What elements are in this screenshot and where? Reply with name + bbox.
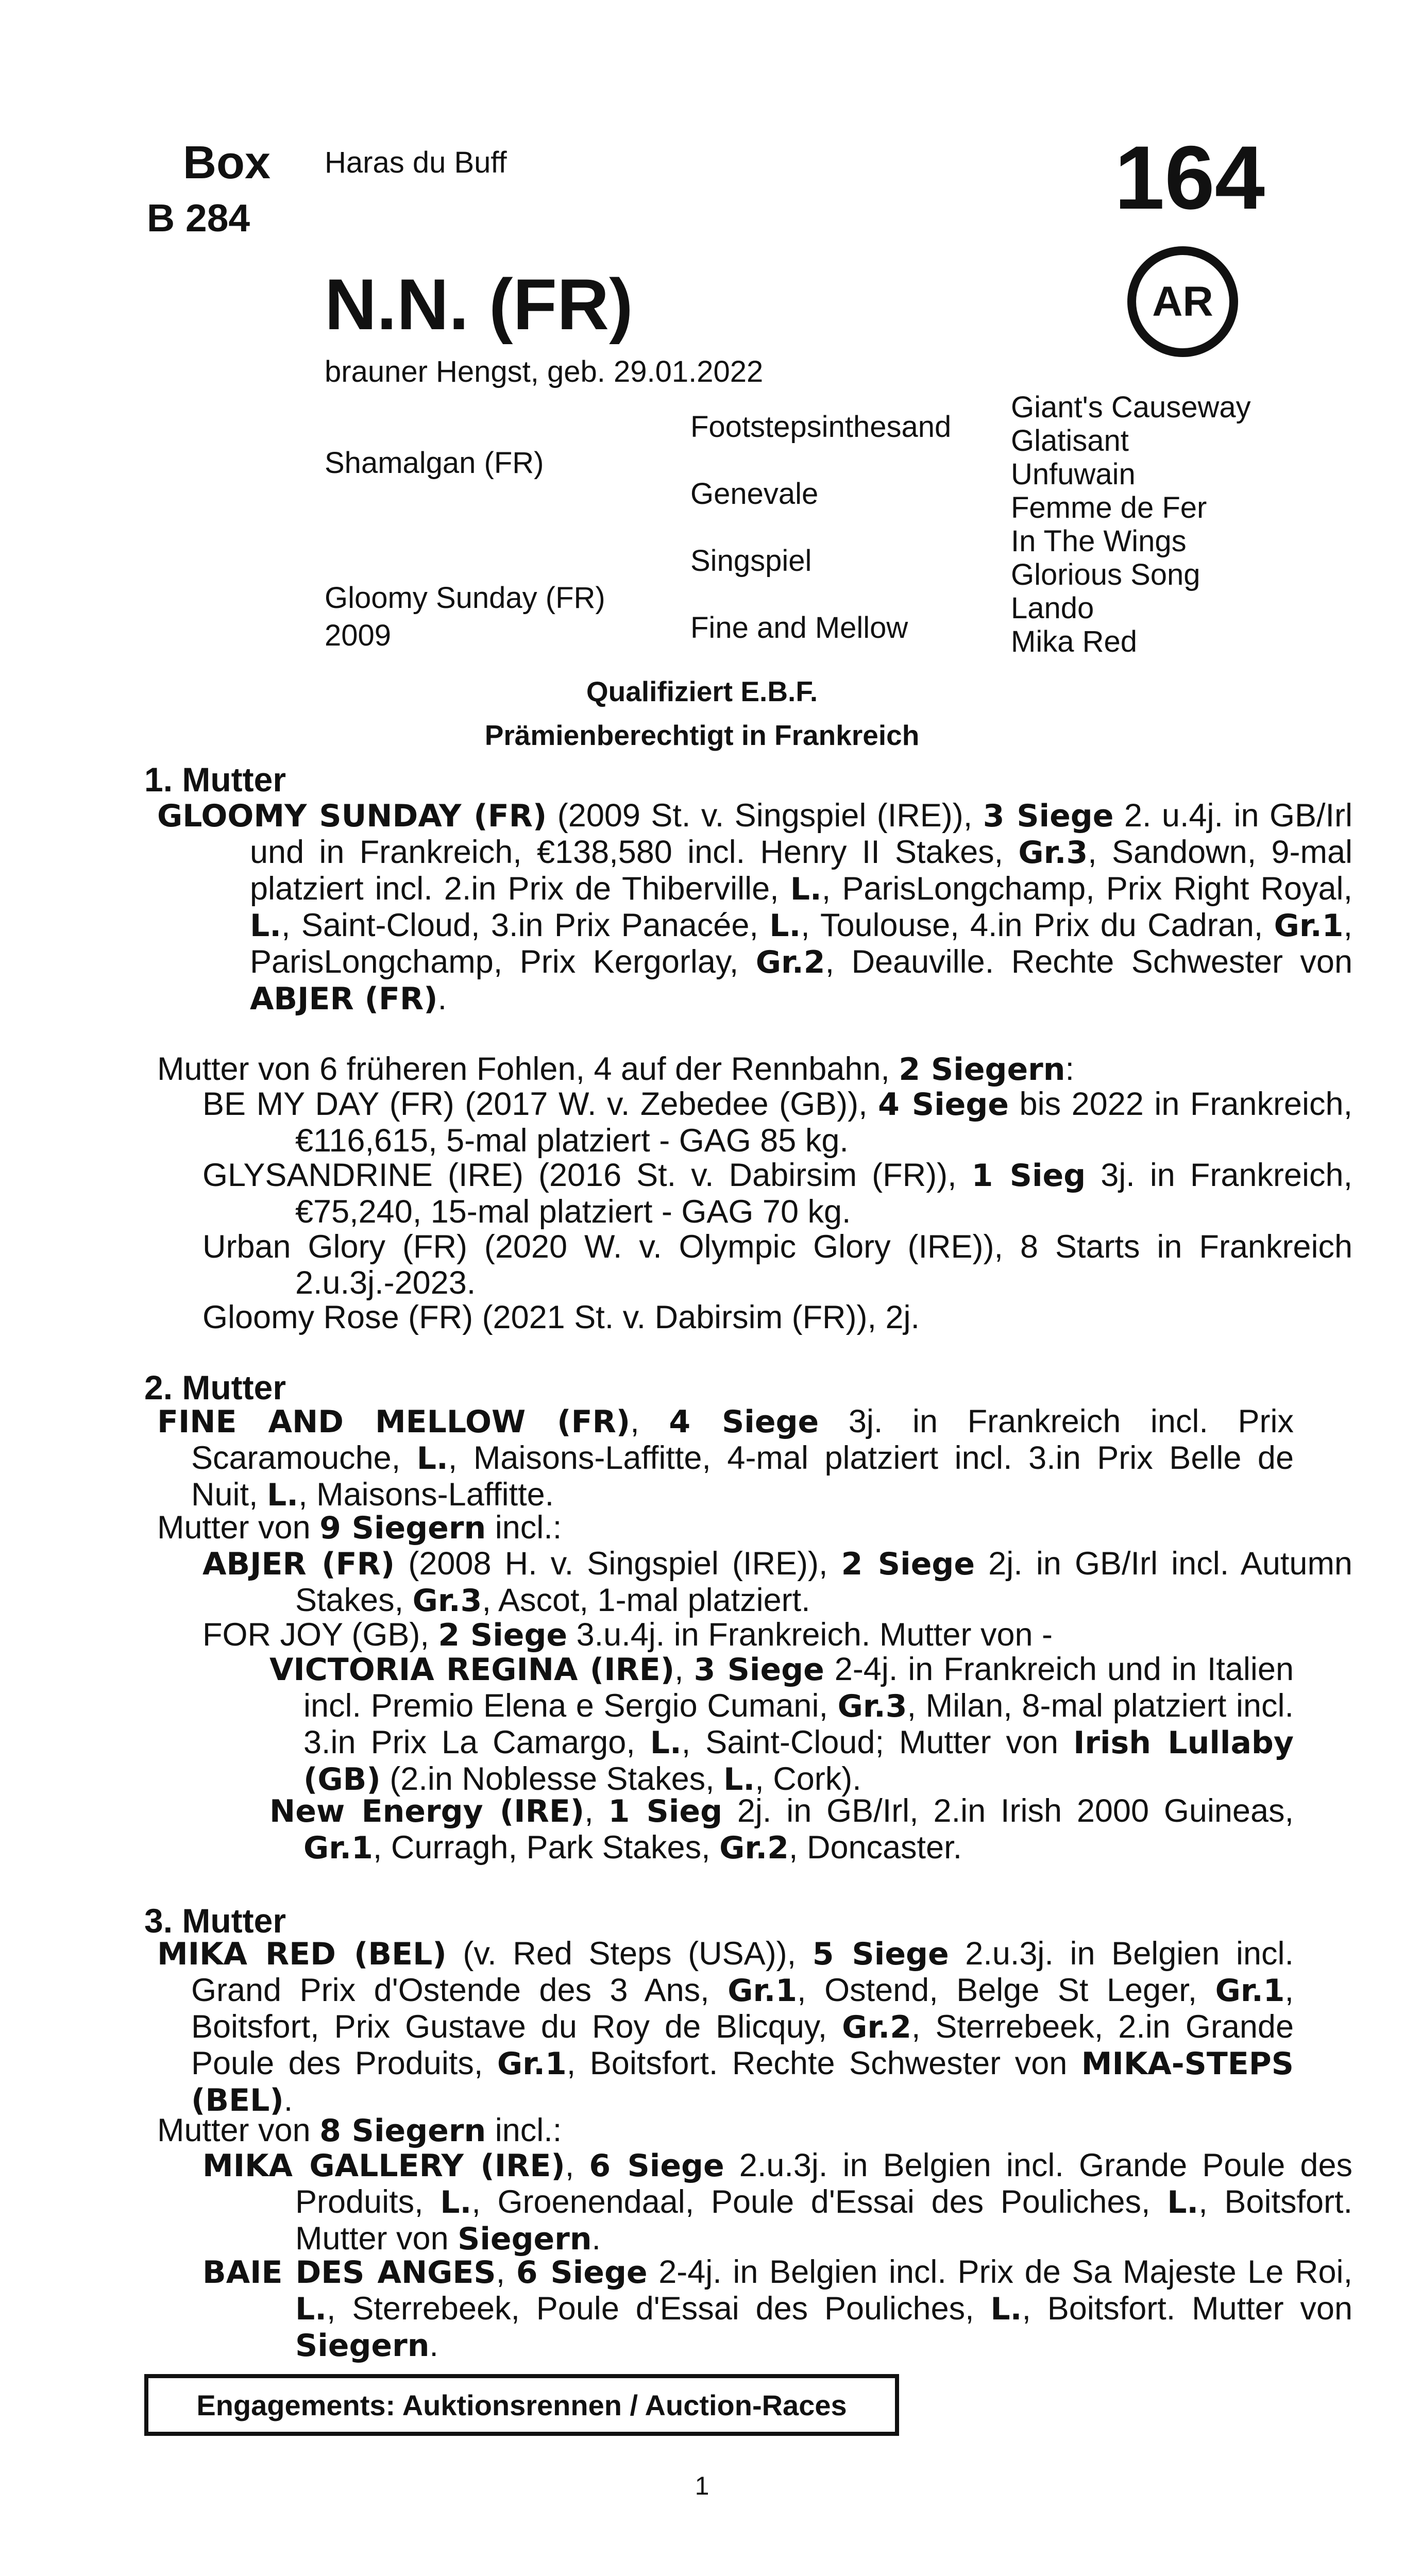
box-number: B 284 — [147, 196, 250, 240]
pedigree-grandparent: Fine and Mellow — [690, 611, 908, 645]
produce-entry: Urban Glory (FR) (2020 W. v. Olympic Glory (IRE)), 8 Starts in Frankreich 2.u.3j.-2023. — [202, 1229, 1352, 1301]
grandproduce-entry: VICTORIA REGINA (IRE), 3 Siege 2-4j. in Frankreich und in Italien incl. Premio Elena e Sergio Cumani, Gr.3, Milan, 8-mal platziert incl. 3.in Prix La Camargo, L., Saint-Cloud; Mutter von Irish Lullaby (GB) (2.in Noblesse Stakes, L., Cork). — [269, 1651, 1294, 1798]
produce-entry: BAIE DES ANGES, 6 Siege 2-4j. in Belgien incl. Prix de Sa Majeste Le Roi, L., Sterrebeek, Poule d'Essai des Pouliches, L., Boitsfort. Mutter von Siegern. — [202, 2254, 1352, 2364]
first-dam-summary: GLOOMY SUNDAY (FR) (2009 St. v. Singspiel (IRE)), 3 Siege 2. u.4j. in GB/Irl und in Frankreich, €138,580 incl. Henry II Stakes, Gr.3, Sandown, 9-mal platziert incl. 2.in Prix de Thiberville, L., ParisLongchamp, Prix Right Royal, L., Saint-Cloud, 3.in Prix Panacée, L., Toulouse, 4.in Prix du Cadran, Gr.1, ParisLongchamp, Prix Kergorlay, Gr.2, Deauville. Rechte Schwester von ABJER (FR). — [157, 798, 1353, 1017]
pedigree-great-grandparent: Glorious Song — [1011, 558, 1200, 591]
pedigree-great-grandparent: Glatisant — [1011, 424, 1129, 457]
second-dam-heading: 2. Mutter — [144, 1368, 286, 1406]
horse-name: N.N. (FR) — [325, 264, 633, 345]
second-dam-summary: FINE AND MELLOW (FR), 4 Siege 3j. in Frankreich incl. Prix Scaramouche, L., Maisons-Laffitte, 4-mal platziert incl. 3.in Prix Belle de Nuit, L., Maisons-Laffitte. — [157, 1403, 1294, 1513]
pedigree-dam-year: 2009 — [325, 619, 392, 652]
pedigree-grandparent: Genevale — [690, 477, 819, 511]
premium-note: Prämienberechtigt in Frankreich — [484, 719, 920, 751]
qualification-note: Qualifiziert E.B.F. — [586, 675, 818, 707]
lot-number: 164 — [1114, 128, 1265, 228]
ar-badge: AR — [1127, 246, 1238, 357]
page-number: 1 — [695, 2471, 709, 2500]
pedigree-great-grandparent: Giant's Causeway — [1011, 391, 1251, 424]
second-dam-produce-intro: Mutter von 9 Siegern incl.: — [157, 1510, 562, 1546]
pedigree-great-grandparent: In The Wings — [1011, 524, 1187, 558]
produce-entry: Gloomy Rose (FR) (2021 St. v. Dabirsim (FR)), 2j. — [202, 1299, 920, 1335]
first-dam-produce-intro: Mutter von 6 früheren Fohlen, 4 auf der Rennbahn, 2 Siegern: — [157, 1051, 1074, 1088]
pedigree-sire: Shamalgan (FR) — [325, 446, 544, 480]
produce-entry: BE MY DAY (FR) (2017 W. v. Zebedee (GB)), 4 Siege bis 2022 in Frankreich, €116,615, 5-mal platziert - GAG 85 kg. — [202, 1086, 1353, 1159]
consignor: Haras du Buff — [325, 146, 507, 179]
pedigree-dam: Gloomy Sunday (FR) — [325, 581, 605, 615]
produce-entry: MIKA GALLERY (IRE), 6 Siege 2.u.3j. in Belgien incl. Grande Poule des Produits, L., Groenendaal, Poule d'Essai des Pouliches, L., Boitsfort. Mutter von Siegern. — [202, 2147, 1352, 2257]
pedigree-grandparent: Footstepsinthesand — [690, 410, 952, 444]
pedigree-great-grandparent: Femme de Fer — [1011, 491, 1207, 524]
horse-description: brauner Hengst, geb. 29.01.2022 — [325, 355, 764, 388]
box-label: Box — [183, 137, 271, 189]
first-dam-heading: 1. Mutter — [144, 760, 286, 799]
engagements-box: Engagements: Auktionsrennen / Auction-Races — [144, 2374, 899, 2436]
third-dam-heading: 3. Mutter — [144, 1902, 286, 1940]
pedigree-great-grandparent: Lando — [1011, 591, 1094, 625]
third-dam-produce-intro: Mutter von 8 Siegern incl.: — [157, 2112, 562, 2149]
pedigree-grandparent: Singspiel — [690, 544, 812, 578]
produce-entry: ABJER (FR) (2008 H. v. Singspiel (IRE)), 2 Siege 2j. in GB/Irl incl. Autumn Stakes, Gr.3, Ascot, 1-mal platziert. — [202, 1546, 1352, 1619]
pedigree-great-grandparent: Mika Red — [1011, 625, 1137, 658]
produce-entry: FOR JOY (GB), 2 Siege 3.u.4j. in Frankreich. Mutter von - — [202, 1617, 1053, 1653]
grandproduce-entry: New Energy (IRE), 1 Sieg 2j. in GB/Irl, 2.in Irish 2000 Guineas, Gr.1, Curragh, Park Stakes, Gr.2, Doncaster. — [269, 1793, 1294, 1866]
produce-entry: GLYSANDRINE (IRE) (2016 St. v. Dabirsim (FR)), 1 Sieg 3j. in Frankreich, €75,240, 15-mal platziert - GAG 70 kg. — [202, 1157, 1352, 1230]
pedigree-great-grandparent: Unfuwain — [1011, 457, 1136, 491]
third-dam-summary: MIKA RED (BEL) (v. Red Steps (USA)), 5 Siege 2.u.3j. in Belgien incl. Grand Prix d'Ostende des 3 Ans, Gr.1, Ostend, Belge St Leger, Gr.1, Boitsfort, Prix Gustave du Roy de Blicquy, Gr.2, Sterrebeek, 2.in Grande Poule des Produits, Gr.1, Boitsfort. Rechte Schwester von MIKA-STEPS (BEL). — [157, 1936, 1294, 2119]
